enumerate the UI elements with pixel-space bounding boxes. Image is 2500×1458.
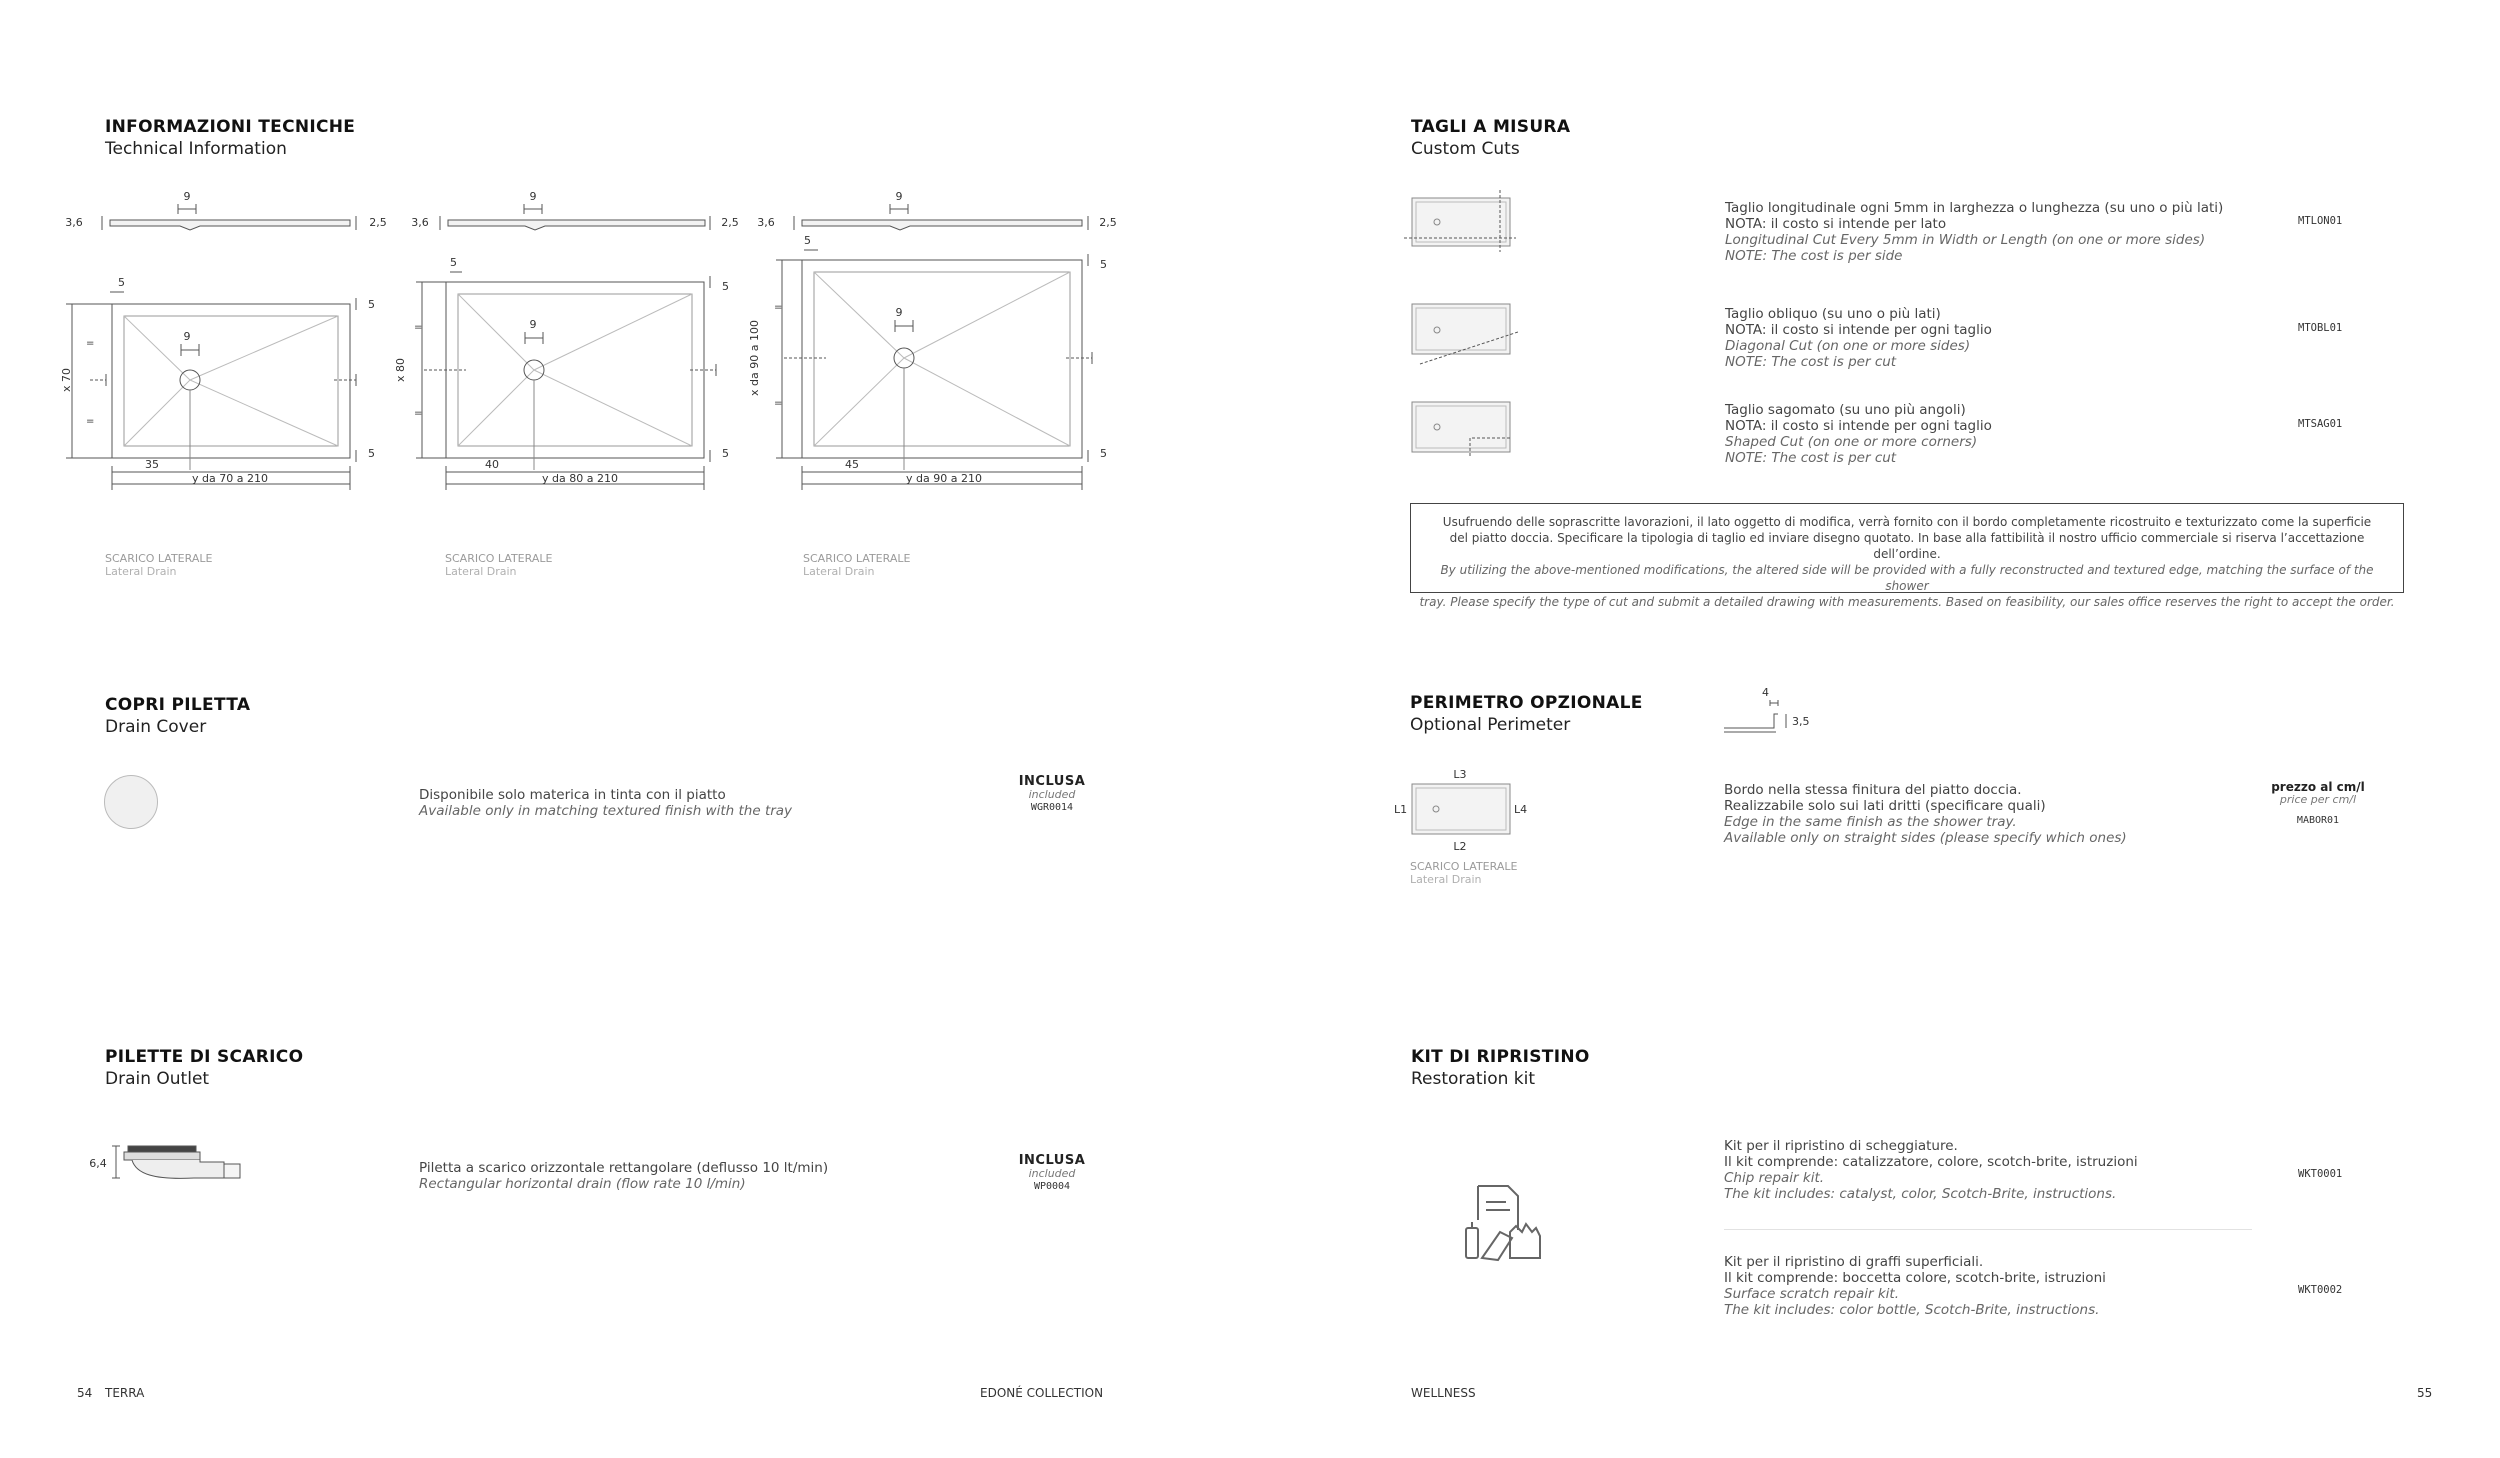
perimeter-description: Bordo nella stessa finitura del piatto doccia. Realizzabile solo sui lati dritti (specificare quali) Edge in the same finish as the shower tray. Available only on straight sides (please specify which ones) bbox=[1724, 782, 2127, 846]
perimeter-profile-icon bbox=[1720, 680, 1840, 740]
shaped-cut-icon bbox=[1400, 394, 1520, 464]
dim-edge-right-top: 5 bbox=[1100, 258, 1107, 271]
cut-code-longitudinal: MTLON01 bbox=[2298, 215, 2343, 227]
dim-drain: 9 bbox=[529, 318, 537, 331]
footer-section-right: WELLNESS bbox=[1411, 1386, 1476, 1400]
perimeter-price: prezzo al cm/l price per cm/l MABOR01 bbox=[2271, 780, 2365, 826]
perimeter-dim-h: 3,5 bbox=[1792, 715, 1810, 728]
dim-edge-right-top: 5 bbox=[368, 298, 375, 311]
dim-eq-bottom: = bbox=[414, 408, 423, 419]
dim-drain: 9 bbox=[183, 330, 191, 343]
tray-drawing-3 bbox=[740, 180, 1120, 500]
perimeter-tray-icon bbox=[1390, 764, 1530, 854]
footer-collection: EDONÉ COLLECTION bbox=[980, 1386, 1104, 1400]
dim-eq-top: = bbox=[86, 338, 95, 349]
dim-edge-right-bottom: 5 bbox=[368, 447, 375, 460]
dim-top-right: 2,5 bbox=[721, 216, 739, 229]
dim-edge-right-bottom: 5 bbox=[722, 447, 729, 460]
dim-length: y da 70 a 210 bbox=[192, 472, 268, 485]
perimeter-title: PERIMETRO OPZIONALE bbox=[1410, 693, 1643, 713]
dim-top-right: 2,5 bbox=[1099, 216, 1117, 229]
kit-code-chip: WKT0001 bbox=[2298, 1168, 2343, 1180]
dim-drain: 9 bbox=[895, 306, 903, 319]
longitudinal-cut-icon bbox=[1400, 188, 1520, 258]
perimeter-l3: L3 bbox=[1453, 768, 1467, 781]
cut-code-diagonal: MTOBL01 bbox=[2298, 322, 2343, 334]
dim-width: x 80 bbox=[394, 357, 407, 383]
outlet-description: Piletta a scarico orizzontale rettangolare (deflusso 10 lt/min) Rectangular horizontal drain (flow rate 10 l/min) bbox=[419, 1160, 829, 1192]
perimeter-dim-w: 4 bbox=[1762, 686, 1769, 699]
tray-drawing-2 bbox=[394, 180, 740, 500]
dim-drain-top: 9 bbox=[183, 190, 191, 203]
custom-cuts-note: Usufruendo delle soprascritte lavorazioni, il lato oggetto di modifica, verrà fornito con il bordo completamente ricostruito e texturizzato come la superficie del piatto doccia. Specificare la tipologia di taglio ed inviare disegno quotato. In base alla fattibilità il nostro ufficio commerciale si riserva l’accettazione dell’ordine. By utilizing the above-mentioned modifications, the altered side will be provided with a fully reconstructed and textured edge, matching the surface of the shower tray. Please specify the type of cut and submit a detailed drawing with measurements. Based on feasibility, our sales office reserves the right to accept the order. bbox=[1410, 503, 2404, 593]
outlet-subtitle: Drain Outlet bbox=[105, 1069, 210, 1089]
cut-item-longitudinal: Taglio longitudinale ogni 5mm in larghezza o lunghezza (su uno o più lati) NOTA: il costo si intende per lato Longitudinal Cut Every 5mm in Width or Length (on one or more sides) NOTE: The cost is per side bbox=[1725, 200, 2224, 264]
dim-length: y da 80 a 210 bbox=[542, 472, 618, 485]
cut-item-shaped: Taglio sagomato (su uno più angoli) NOTA: il costo si intende per ogni taglio Shaped Cut (on one or more corners) NOTE: The cost is per cut bbox=[1725, 402, 1992, 466]
perimeter-label: SCARICO LATERALE Lateral Drain bbox=[1410, 860, 1518, 886]
dim-edge: 5 bbox=[804, 234, 811, 247]
kit-divider bbox=[1724, 1229, 2252, 1230]
dim-length: y da 90 a 210 bbox=[906, 472, 982, 485]
cuts-subtitle: Custom Cuts bbox=[1411, 139, 1520, 159]
dim-edge: 5 bbox=[118, 276, 125, 289]
kit-item-chip: Kit per il ripristino di scheggiature. Il kit comprende: catalizzatore, colore, scotch-brite, istruzioni Chip repair kit. The kit includes: catalyst, color, Scotch-Brite, instructions. bbox=[1724, 1138, 2138, 1202]
dim-drain-top: 9 bbox=[529, 190, 537, 203]
drain-outlet-icon bbox=[84, 1140, 254, 1196]
cuts-title: TAGLI A MISURA bbox=[1411, 117, 1571, 137]
repair-kit-icon bbox=[1460, 1180, 1550, 1270]
footer-page-right: 55 bbox=[2417, 1386, 2433, 1400]
kit-code-scratch: WKT0002 bbox=[2298, 1284, 2343, 1296]
kit-title: KIT DI RIPRISTINO bbox=[1411, 1047, 1590, 1067]
dim-edge: 5 bbox=[450, 256, 457, 269]
cover-included-badge: INCLUSA included WGR0014 bbox=[1018, 774, 1086, 813]
dim-top-left: 3,6 bbox=[411, 216, 429, 229]
footer-page-left: 54 bbox=[77, 1386, 93, 1400]
kit-subtitle: Restoration kit bbox=[1411, 1069, 1536, 1089]
dim-drain-top: 9 bbox=[895, 190, 903, 203]
perimeter-l1: L1 bbox=[1394, 803, 1408, 816]
dim-eq-bottom: = bbox=[86, 416, 95, 427]
cover-subtitle: Drain Cover bbox=[105, 717, 207, 737]
tech-info-subtitle: Technical Information bbox=[105, 139, 287, 159]
outlet-title: PILETTE DI SCARICO bbox=[105, 1047, 304, 1067]
perimeter-l4: L4 bbox=[1514, 803, 1528, 816]
kit-item-scratch: Kit per il ripristino di graffi superficiali. Il kit comprende: boccetta colore, scotch-brite, istruzioni Surface scratch repair kit. The kit includes: color bottle, Scotch-Brite, instructions. bbox=[1724, 1254, 2106, 1318]
outlet-dim: 6,4 bbox=[89, 1157, 107, 1170]
dim-offset: 45 bbox=[845, 458, 859, 471]
dim-offset: 35 bbox=[145, 458, 159, 471]
drawing-label-3: SCARICO LATERALE Lateral Drain bbox=[803, 552, 911, 578]
cut-item-diagonal: Taglio obliquo (su uno o più lati) NOTA: il costo si intende per ogni taglio Diagonal Cut (on one or more sides) NOTE: The cost is per cut bbox=[1725, 306, 1992, 370]
cover-description: Disponibile solo materica in tinta con il piatto Available only in matching textured finish with the tray bbox=[419, 787, 793, 819]
perimeter-l2: L2 bbox=[1453, 840, 1467, 853]
cut-code-shaped: MTSAG01 bbox=[2298, 418, 2343, 430]
dim-width: x 70 bbox=[60, 367, 73, 393]
dim-eq-bottom: = bbox=[774, 398, 783, 409]
dim-width: x da 90 a 100 bbox=[748, 320, 761, 396]
drawing-label-1: SCARICO LATERALE Lateral Drain bbox=[105, 552, 213, 578]
dim-edge-right-bottom: 5 bbox=[1100, 447, 1107, 460]
dim-offset: 40 bbox=[485, 458, 499, 471]
dim-edge-right-top: 5 bbox=[722, 280, 729, 293]
tech-info-title: INFORMAZIONI TECNICHE bbox=[105, 117, 356, 137]
dim-top-right: 2,5 bbox=[369, 216, 387, 229]
drain-cover-icon bbox=[104, 775, 158, 829]
dim-eq-top: = bbox=[414, 322, 423, 333]
drawing-label-2: SCARICO LATERALE Lateral Drain bbox=[445, 552, 553, 578]
dim-top-left: 3,6 bbox=[757, 216, 775, 229]
tray-drawing-1 bbox=[60, 180, 400, 500]
diagonal-cut-icon bbox=[1400, 296, 1520, 366]
dim-eq-top: = bbox=[774, 302, 783, 313]
footer-section-left: TERRA bbox=[105, 1386, 145, 1400]
perimeter-subtitle: Optional Perimeter bbox=[1410, 715, 1571, 735]
cover-title: COPRI PILETTA bbox=[105, 695, 251, 715]
outlet-included-badge: INCLUSA included WP0004 bbox=[1018, 1153, 1086, 1192]
dim-top-left: 3,6 bbox=[65, 216, 83, 229]
